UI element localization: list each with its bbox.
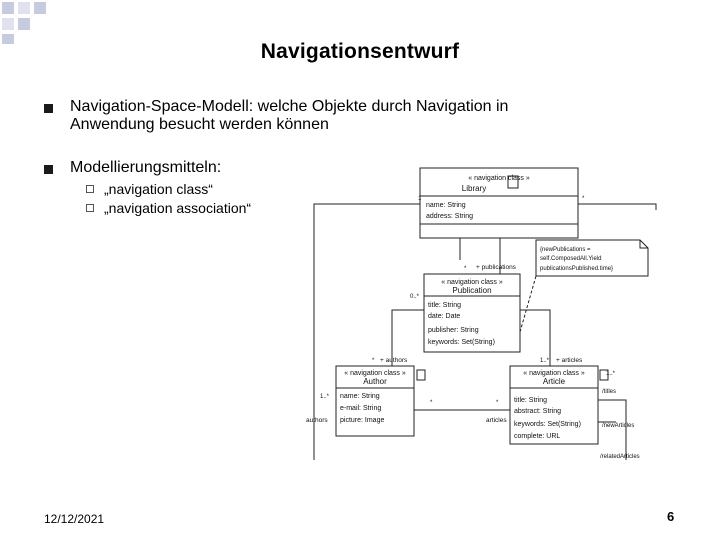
svg-text:abstract: String: abstract: String (514, 408, 562, 415)
bullet-square-icon (44, 165, 53, 174)
svg-text:Library: Library (461, 184, 487, 193)
svg-text:« navigation class »: « navigation class » (468, 175, 530, 182)
svg-text:1..*: 1..* (606, 371, 616, 377)
page-number: 6 (667, 509, 675, 524)
svg-text:« navigation class »: « navigation class » (523, 370, 585, 377)
svg-text:Publication: Publication (452, 286, 492, 295)
slide-title: Navigationsentwurf (260, 40, 460, 63)
svg-text:*: * (372, 358, 375, 364)
svg-text:articles: articles (486, 417, 507, 424)
footer-date: 12/12/2021 (44, 512, 105, 526)
svg-text:+ articles: + articles (556, 357, 583, 364)
svg-text:+ publications: + publications (476, 264, 516, 271)
svg-text:name: String: name: String (340, 393, 380, 400)
svg-text:keywords: Set(String): keywords: Set(String) (428, 339, 495, 346)
sub-bullet-navigation-association: „navigation association“ (104, 200, 252, 216)
svg-text:authors: authors (306, 417, 328, 424)
svg-text:*: * (464, 266, 467, 272)
svg-text:0..*: 0..* (410, 294, 420, 300)
svg-text:/relatedArticles: /relatedArticles (600, 454, 640, 460)
svg-text:*: * (496, 400, 499, 406)
bullet-square-icon (44, 104, 53, 113)
svg-text:1..*: 1..* (320, 394, 330, 400)
svg-text:/titles: /titles (602, 389, 617, 395)
svg-text:complete: URL: complete: URL (514, 433, 561, 440)
svg-text:name: String: name: String (426, 202, 466, 209)
svg-text:1: 1 (418, 196, 422, 202)
navigation-space-diagram (300, 160, 700, 465)
sub-bullet-box-icon (86, 185, 94, 193)
svg-text:picture: Image: picture: Image (340, 417, 385, 424)
svg-text:+ authors: + authors (380, 357, 408, 364)
svg-text:e-mail: String: e-mail: String (340, 405, 382, 412)
svg-text:Author: Author (363, 377, 387, 386)
svg-text:Article: Article (542, 377, 566, 386)
svg-text:{newPublications =: {newPublications = (540, 247, 591, 253)
svg-text:1..*: 1..* (540, 358, 550, 364)
svg-text:address: String: address: String (426, 213, 474, 220)
svg-text:keywords: Set(String): keywords: Set(String) (514, 421, 581, 428)
svg-text:title: String: title: String (514, 397, 548, 404)
svg-text:title: String: title: String (428, 302, 462, 309)
svg-text:self.ComposedAll.Yield: self.ComposedAll.Yield (540, 256, 602, 262)
svg-text:/newArticles: /newArticles (602, 423, 635, 429)
svg-text:« navigation class »: « navigation class » (441, 279, 503, 286)
corner-decoration (0, 0, 60, 45)
svg-text:publicationsPublished.time}: publicationsPublished.time} (540, 266, 614, 272)
svg-text:date: Date: date: Date (428, 313, 461, 320)
bullet-text-navigation-space: Navigation-Space-Modell: welche Objekte durch Navigation in Anwendung besucht werden können (70, 98, 509, 133)
sub-bullet-box-icon (86, 204, 94, 212)
svg-text:*: * (430, 400, 433, 406)
svg-text:« navigation class »: « navigation class » (344, 370, 406, 377)
svg-text:publisher: String: publisher: String (428, 327, 479, 334)
package-icon (417, 370, 425, 380)
sub-bullet-navigation-class: „navigation class“ (104, 181, 213, 197)
bullet-text-modellierungsmitteln: Modellierungsmitteln: (70, 159, 222, 176)
svg-text:*: * (582, 196, 585, 202)
